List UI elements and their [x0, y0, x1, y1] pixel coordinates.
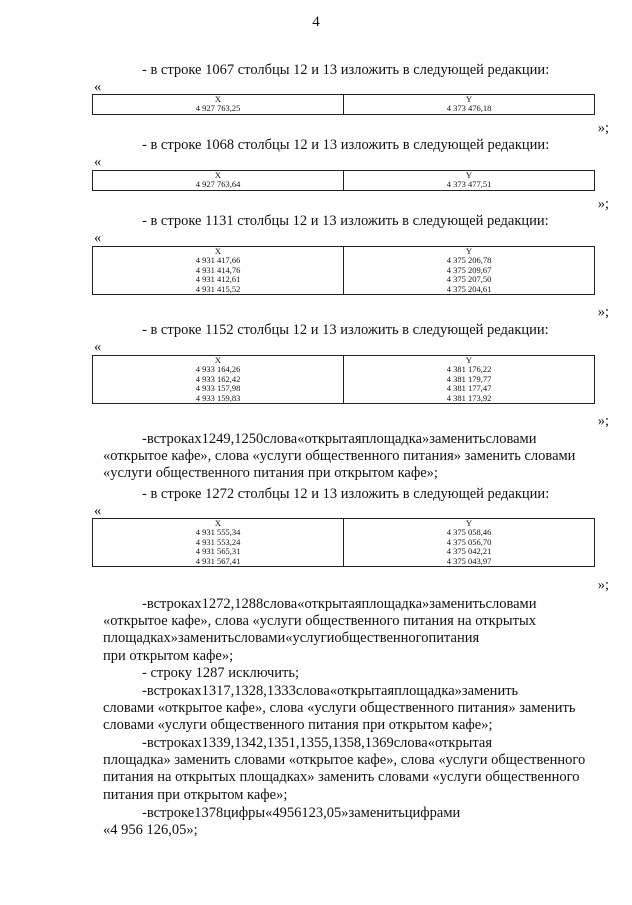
x-column [93, 95, 344, 115]
paragraph-row-1287: - строку 1287 исключить; [142, 665, 300, 681]
y-value: 4 375 204,61 [446, 283, 492, 294]
x-header: X [214, 94, 222, 104]
open-quote-1067: « [94, 79, 102, 95]
x-value: 4 933 159,83 [195, 392, 241, 403]
paragraph-rows-1339-1369 [103, 735, 609, 804]
word: цифрами [404, 805, 461, 821]
x-header: X [214, 246, 222, 256]
paragraph-line: «услуги общественного питания при открытом кафе»; [103, 465, 438, 482]
x-column [93, 519, 344, 567]
word: площадка» [361, 431, 430, 447]
y-column [344, 356, 595, 404]
word: 1351, [266, 735, 300, 751]
word: 1272, [201, 596, 235, 612]
paragraph-line [103, 805, 609, 822]
y-value: 4 375 042,21 [446, 546, 492, 557]
paragraph-line [103, 630, 609, 647]
x-header: X [214, 170, 222, 180]
page-number: 4 [312, 14, 320, 30]
y-value: 4 381 173,92 [446, 392, 492, 403]
paragraph-line: словами «открытое кафе», слова «услуги общественного питания» заменить [103, 700, 576, 717]
word: - [142, 431, 147, 447]
word: - [142, 596, 147, 612]
word: в [146, 805, 154, 821]
word: - [142, 683, 147, 699]
instruction-1067: - в строке 1067 столбцы 12 и 13 изложить в следующей редакции: [142, 62, 550, 78]
open-quote-1068: « [94, 154, 102, 170]
x-value: 4 933 157,98 [195, 383, 241, 394]
word: 1288 [234, 596, 264, 612]
x-column [93, 171, 344, 191]
paragraph-line: при открытом кафе»; [103, 647, 234, 664]
y-value: 4 373 477,51 [446, 179, 492, 190]
word: 1339, [201, 735, 235, 751]
word: строке [153, 805, 195, 821]
word: слова [295, 683, 330, 699]
paragraph-rows-1249-1250 [103, 431, 609, 483]
y-header: Y [465, 355, 473, 365]
word: «открытая [297, 596, 362, 612]
x-header: X [214, 518, 222, 528]
word: «открытая [297, 431, 362, 447]
word: общественного [334, 630, 429, 647]
word: заменить [461, 683, 519, 699]
paragraph-line: питания при открытом кафе»; [103, 786, 288, 803]
y-value: 4 375 043,97 [446, 555, 492, 566]
word: строках [153, 683, 202, 699]
word: «услуги [285, 630, 335, 647]
instruction-1131: - в строке 1131 столбцы 12 и 13 изложить в следующей редакции: [142, 213, 549, 229]
y-header: Y [465, 518, 473, 528]
open-quote-1152: « [94, 339, 102, 355]
x-header: X [214, 355, 222, 365]
word: 1249, [201, 431, 235, 447]
x-value: 4 931 567,41 [195, 555, 241, 566]
paragraph-line [103, 735, 609, 752]
word: слова [393, 735, 428, 751]
paragraph-line: словами «услуги общественного питания при открытом кафе»; [103, 717, 493, 734]
word: площадка» [361, 596, 430, 612]
close-quote-1131: »; [597, 304, 609, 320]
paragraph-line: «открытое кафе», слова «услуги общественного питания на открытых [103, 613, 536, 630]
word: в [146, 735, 154, 751]
paragraph-line: питания на открытых площадках» заменить словами «услуги общественного [103, 769, 580, 786]
coordinates-table-1272 [92, 518, 595, 567]
instruction-1152: - в строке 1152 столбцы 12 и 13 изложить в следующей редакции: [142, 322, 549, 338]
x-value: 4 931 415,52 [195, 283, 241, 294]
word: словами [234, 630, 286, 647]
x-value: 4 931 555,34 [195, 527, 241, 538]
word: строках [153, 735, 202, 751]
word: строках [153, 431, 202, 447]
y-column [344, 95, 595, 115]
close-quote-1272: »; [597, 577, 609, 593]
paragraph-line: «4 956 126,05»; [103, 822, 198, 839]
open-quote-1131: « [94, 230, 102, 246]
y-column [344, 247, 595, 295]
x-value: 4 933 164,26 [195, 364, 241, 375]
word: заменить [178, 630, 235, 647]
word: 1369 [364, 735, 394, 751]
word: площадках» [103, 630, 178, 647]
y-header: Y [465, 246, 473, 256]
y-value: 4 381 179,77 [446, 373, 492, 384]
y-value: 4 373 476,18 [446, 103, 492, 114]
x-value: 4 927 763,64 [195, 179, 241, 190]
paragraph-line: «открытое кафе», слова «услуги общественного питания» заменить словами [103, 448, 576, 465]
x-value: 4 931 565,31 [195, 546, 241, 557]
y-column [344, 519, 595, 567]
paragraph-line: площадка» заменить словами «открытое кафе», слова «услуги общественного [103, 752, 586, 769]
coordinates-table-1131 [92, 246, 595, 295]
y-value: 4 375 058,46 [446, 527, 492, 538]
x-column [93, 247, 344, 295]
coordinates-table-1067 [92, 94, 595, 115]
instruction-1068: - в строке 1068 столбцы 12 и 13 изложить в следующей редакции: [142, 137, 550, 153]
word: «открытая [427, 735, 493, 751]
instruction-1272: - в строке 1272 столбцы 12 и 13 изложить в следующей редакции: [142, 486, 550, 502]
word: 1250 [234, 431, 264, 447]
x-value: 4 933 162,42 [195, 373, 241, 384]
x-value: 4 931 414,76 [195, 264, 241, 275]
x-value: 4 931 553,24 [195, 536, 241, 547]
coordinates-table-1068 [92, 170, 595, 191]
word: в [146, 683, 154, 699]
x-value: 4 931 412,61 [195, 274, 241, 285]
word: 1317, [201, 683, 235, 699]
word: цифры [223, 805, 266, 821]
word: строках [153, 596, 202, 612]
y-header: Y [465, 170, 473, 180]
x-value: 4 931 417,66 [195, 255, 241, 266]
word: 123,05» [301, 805, 349, 821]
word: слова [263, 596, 298, 612]
paragraph-row-1378 [103, 805, 609, 839]
word: - [142, 735, 147, 751]
word: заменить [348, 805, 405, 821]
y-value: 4 375 207,50 [446, 274, 492, 285]
word: в [146, 431, 154, 447]
word: 1378 [194, 805, 224, 821]
y-column [344, 171, 595, 191]
close-quote-1068: »; [597, 196, 609, 212]
word: 1342, [234, 735, 267, 751]
word: 1328, [234, 683, 267, 699]
paragraph-rows-1317-1333 [103, 683, 609, 735]
y-header: Y [465, 94, 473, 104]
word: слова [263, 431, 298, 447]
word: - [142, 805, 147, 821]
word: «4 [265, 805, 280, 821]
word: заменить [429, 431, 486, 447]
word: словами [485, 596, 537, 612]
paragraph-line [103, 683, 609, 700]
word: 1333 [266, 683, 296, 699]
x-column [93, 356, 344, 404]
paragraph-line [103, 596, 609, 613]
y-value: 4 381 177,47 [446, 383, 492, 394]
word: в [146, 596, 154, 612]
word: словами [485, 431, 537, 447]
word: заменить [429, 596, 486, 612]
word: питания [428, 630, 480, 647]
paragraph-rows-1272-1288 [103, 596, 609, 665]
word: площадка» [394, 683, 462, 699]
word: «открытая [329, 683, 395, 699]
y-value: 4 375 209,67 [446, 264, 492, 275]
close-quote-1067: »; [597, 120, 609, 136]
word: 1355, [299, 735, 333, 751]
y-value: 4 375 206,78 [446, 255, 492, 266]
close-quote-1152: »; [597, 413, 609, 429]
coordinates-table-1152 [92, 355, 595, 404]
open-quote-1272: « [94, 503, 102, 519]
y-value: 4 381 176,22 [446, 364, 492, 375]
word: 956 [279, 805, 302, 821]
x-value: 4 927 763,25 [195, 103, 241, 114]
word: 1358, [332, 735, 365, 751]
y-value: 4 375 056,70 [446, 536, 492, 547]
paragraph-line [103, 431, 609, 448]
